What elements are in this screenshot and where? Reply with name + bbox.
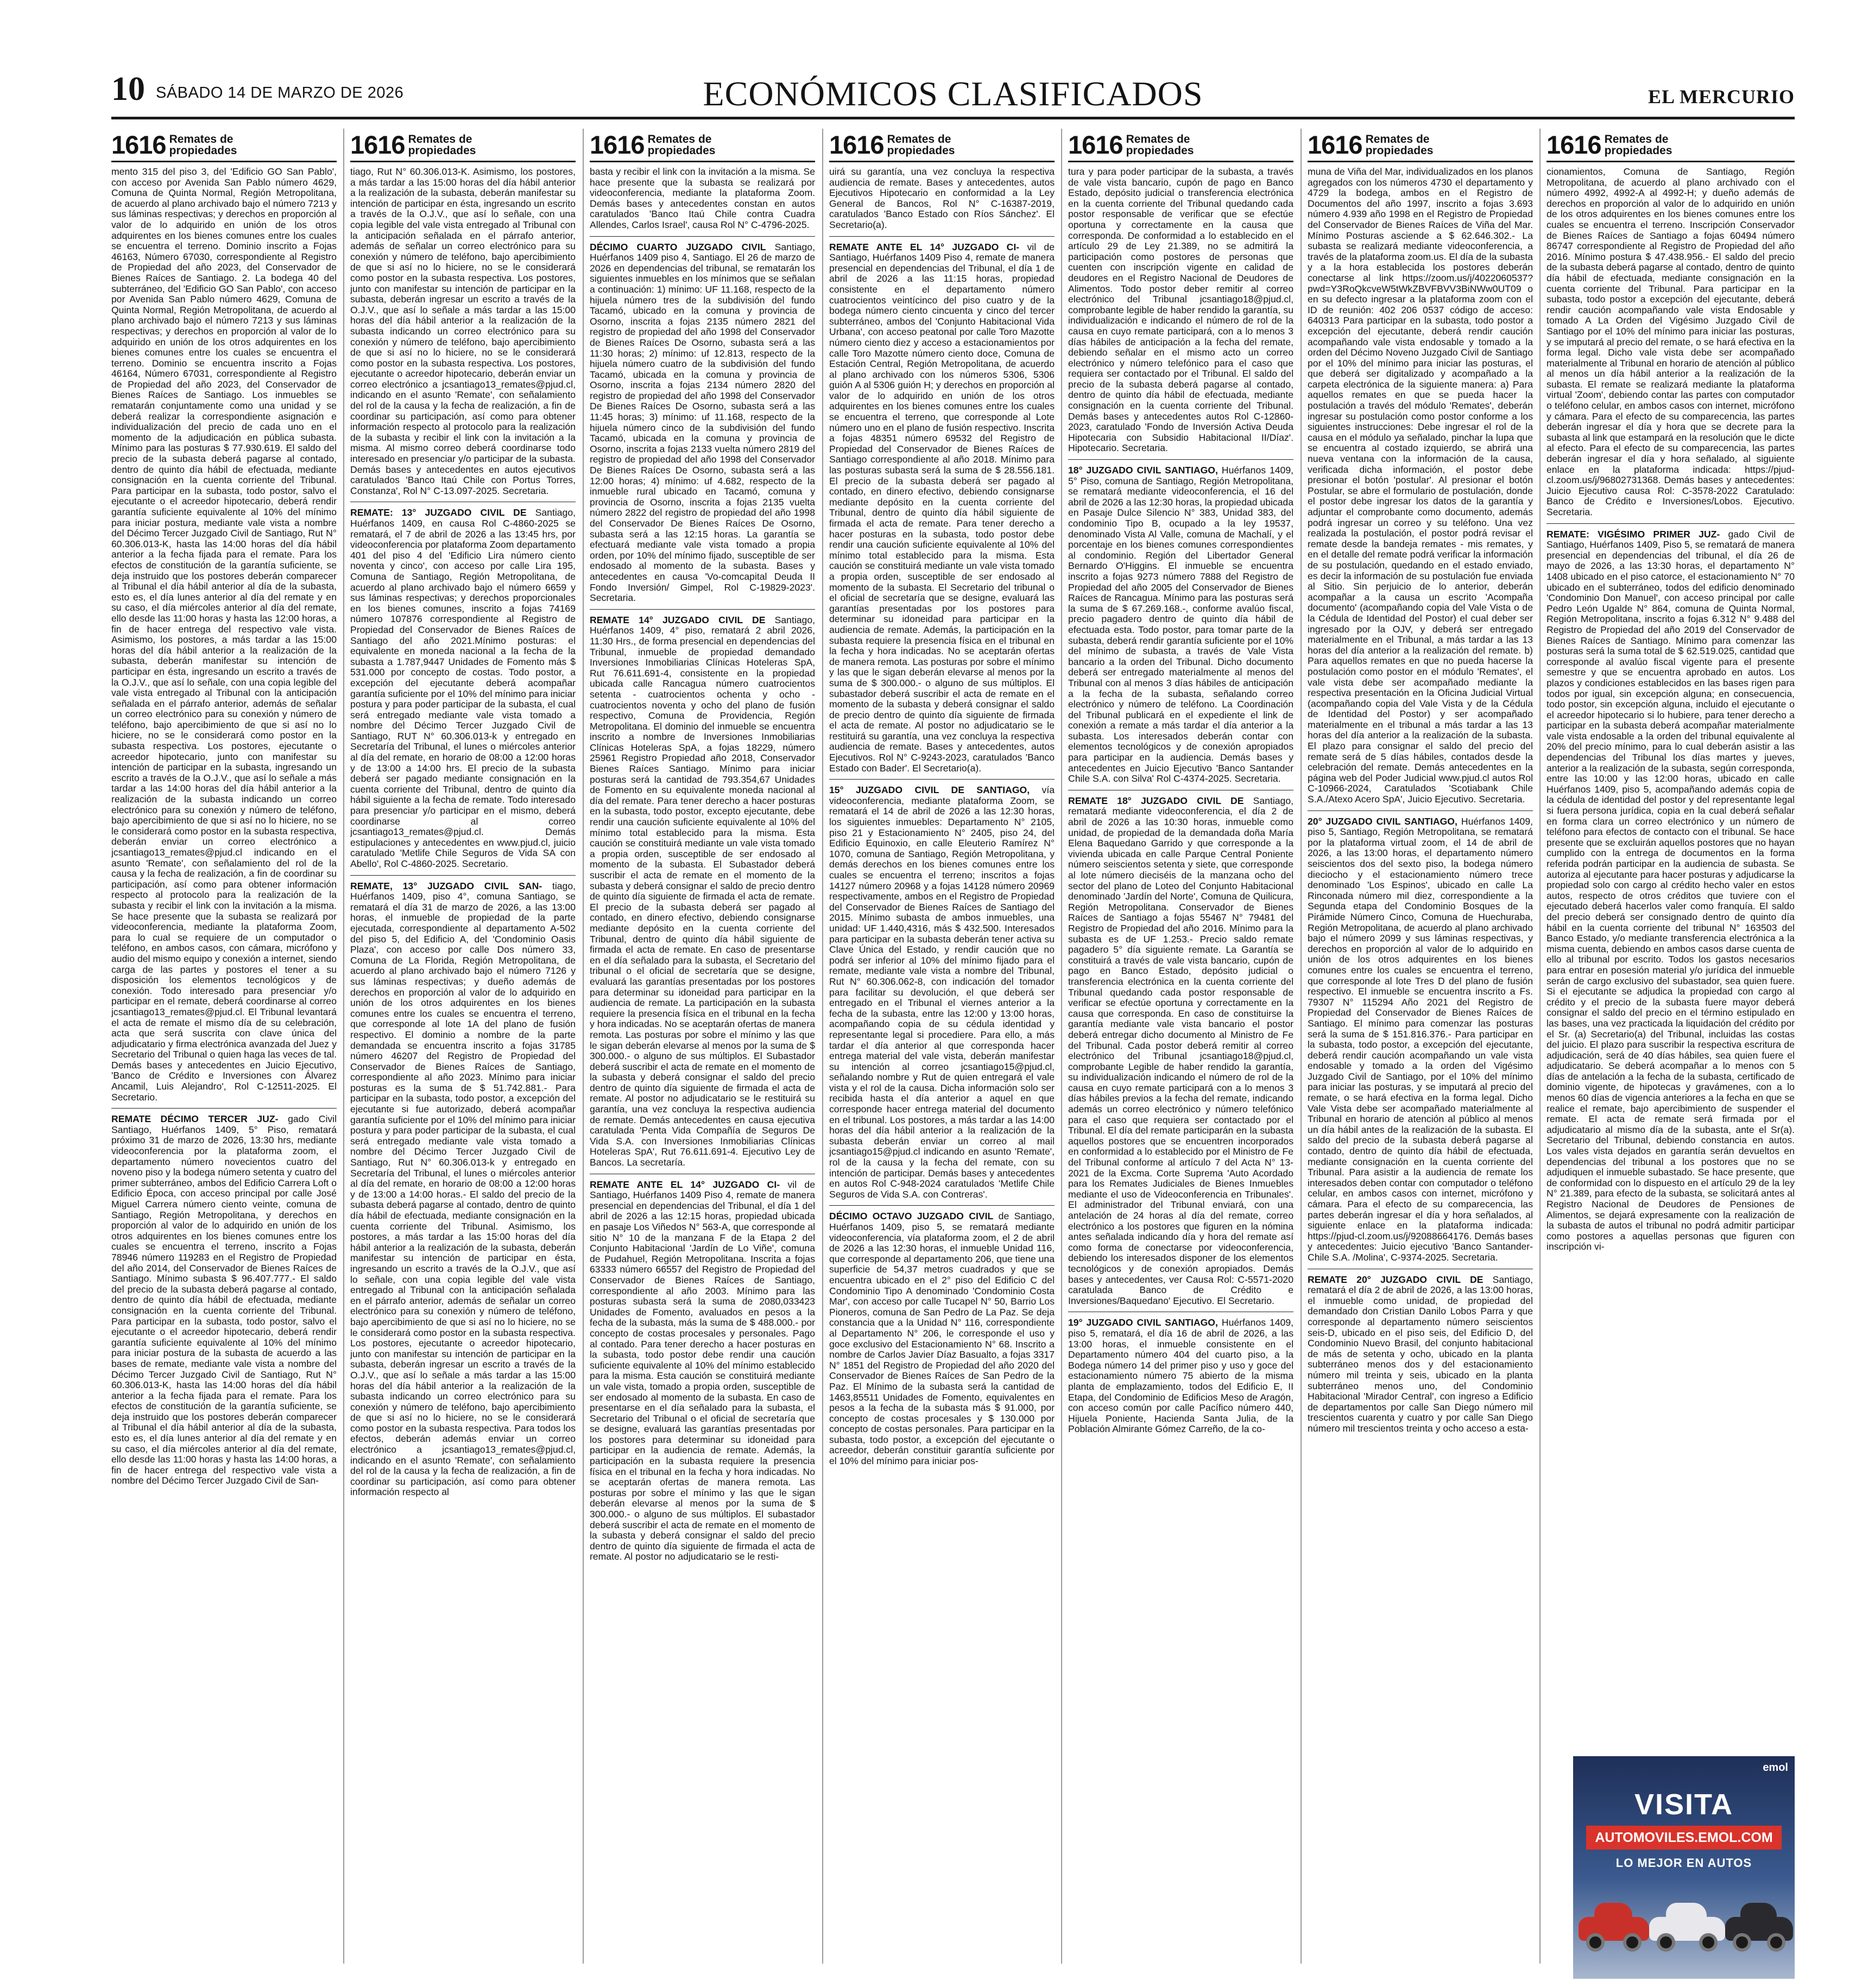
notice-text: uirá su garantía, una vez concluya la respectiva audiencia de remate. Bases y antecedentes, autos Ejecutivos Hipotecario en conformidad a la Ley General de Bancos, Rol N° C-16387-2019, caratulados 'Banco Estado con Ríos Sánchez'. El Secretario(a). — [829, 166, 1055, 230]
masthead — [111, 68, 1795, 118]
notice-text: vía videoconferencia, mediante plataforma Zoom, se rematará el 14 de abril de 2026 a las 12:30 horas, los siguientes inmuebles: Departamento N° 2105, piso 21 y Estacionamiento N° 2405, piso 24, del Edificio Equinoxio, en calle Eleuterio Ramírez N° 1070, comuna de Santiago, Región Metropolitana, y demás derechos en los bienes comunes entre los cuales se encuentra el terreno; inscritos a fojas 14127 número 20968 y a fojas 14128 número 20969 respectivamente, ambos en el Registro de Propiedad del Conservador de Bienes Raíces de Santiago del 2015. Mínimo subasta de ambos inmuebles, una unidad: UF 1.440,4316, más $ 432.500. Interesados para participar en la subasta deberán tener activa su Clave Única del Estado, y rendir caución que no podrá ser inferior al 10% del mínimo fijado para el remate, mediante vale vista a nombre del Tribunal, Rut N° 60.306.062-8, con indicación del tomador para facilitar su devolución, el que deberá ser entregado en el Tribunal el viernes anterior a la fecha de la subasta, entre las 12:00 y 13:00 horas, acompañando copia de su cédula identidad y representante legal si procediere. Para ello, a más tardar el día anterior al que corresponda hacer entrega material del vale vista, deberán manifestar su intención al correo jcsantiago15@pjud.cl, señalando nombre y Rut de quien entregará el vale vista y el rol de la causa. Dicha información solo ser recibida hasta el día anterior a aquel en que corresponde hacer entrega material del documento en el tribunal. Los postores, a más tardar a las 14:00 horas del día hábil anterior a la realización de la subasta deberán enviar un correo al mail jcsantiago15@pjud.cl indicando en asunto 'Remate', rol de la causa y la fecha del remate, con su intención de participar. Demás bases y antecedentes en autos Rol C-948-2024 caratulados 'Metlife Chile Seguros de Vida S.A. con Contreras'. — [829, 784, 1055, 1200]
notice-text: de Santiago, Huérfanos 1409, piso 5, se rematará mediante videoconferencia, vía plataforma zoom, el 2 de abril de 2026 a las 12:30 horas, el inmueble Unidad 116, que corresponde al departamento 206, que tiene una superficie de 54,37 metros cuadrados y que se encuentra ubicado en el 2° piso del Edificio C del Condominio Tipo A denominado 'Condominio Costa Mar', con acceso por calle Tucapel N° 50, Barrio Los Pioneros, comuna de San Pedro de La Paz. Se deja constancia que a la Unidad N° 116, correspondiente al Departamento N° 206, le corresponde el uso y goce exclusivo del Estacionamiento N° 68. Inscrito a nombre de Carlos Javier Díaz Basualto, a fojas 3317 N° 1851 del Registro de Propiedad del año 2020 del Conservador de Bienes Raíces de San Pedro de la Paz. El Mínimo de la subasta será la cantidad de 1463,85511 Unidades de Fomento, equivalentes en pesos a la fecha de la subasta más $ 91.000, por concepto de costas procesales y $ 130.000 por concepto de costas personales. Para participar en la subasta, todo postor, a excepción del ejecutante o acreedor, deberán constituir garantía suficiente por el 10% del mínimo para iniciar pos- — [829, 1211, 1055, 1467]
category-number: 1616 — [1547, 130, 1601, 159]
notice-heading: REMATE ANTE EL 14° JUZGADO CI- — [590, 1179, 780, 1190]
notice-text: mento 315 del piso 3, del 'Edificio GO San Pablo', con acceso por Avenida San Pablo número 4629, Comuna de Quinta Normal, Región Metropolitana, de acuerdo al plano archivado bajo el número 7213 y sus láminas respectivas; y derechos en proporción al valor de lo adquirido en unión de los otros adquirentes en los bienes comunes entre los cuales se encuentra el terreno. Dominio inscrito a Fojas 46163, Número 67030, correspondiente al Registro de Propiedad del año 2023, del Conservador de Bienes Raíces de Santiago. 2. La bodega 40 del subterráneo, del 'Edificio GO San Pablo', con acceso por Avenida San Pablo número 4629, Comuna de Quinta Normal, Región Metropolitana, de acuerdo al plano archivado bajo el número 7213 y sus láminas respectivas; y derechos en proporción al valor de lo adquirido en unión de los otros adquirentes en los bienes comunes entre los cuales se encuentra el terreno. Dominio se encuentra inscrito a Fojas 46164, Número 67031, correspondiente al Registro de Propiedad del año 2023, del Conservador de Bienes Raíces de Santiago. Los inmuebles se rematarán conjuntamente como una unidad y se deberá realizar la correspondiente asignación e individualización del precio de cada uno en el momento de la adjudicación en pública subasta. Mínimo para las posturas $ 77.930.619. El saldo del precio de la subasta deberá pagarse al contado, dentro de quinto día hábil de efectuada, mediante consignación en la cuenta corriente del Tribunal. Para participar en la subasta, todo postor, salvo el ejecutante o el acreedor hipotecario, deberá rendir garantía suficiente equivalente al 10% del mínimo para iniciar postura, mediante vale vista a nombre del Décimo Tercer Juzgado Civil de Santiago, Rut N° 60.306.013-K, hasta las 14:00 horas del día hábil anterior a la fecha fijada para el remate. Para los efectos de constitución de la garantía suficiente, se deja instruido que los postores deberán comparecer al Tribunal el día hábil anterior al día de la subasta, esto es, el día lunes anterior al día del remate y en su caso, el día miércoles anterior al día del remate, ello desde las 11:00 horas y hasta las 12:00 horas, a fin de hacer entrega del respectivo vale vista. Asimismo, los postores, a más tardar a las 15:00 horas del día hábil anterior a la realización de la subasta, deberán manifestar su intención de participar en ésta, ingresando un escrito a través de la O.J.V., que así lo señale, con una copia legible del vale vista entregado al Tribunal con la anticipación señalada en el párrafo anterior, además de señalar un correo electrónico para su conexión y número de teléfono, bajo apercibimiento de que si así no lo hiciere, no se le considerará como postor en la subasta respectiva. Los postores, ejecutante o acreedor hipotecario, junto con manifestar su intención de participar en la subasta, ingresando un escrito a través de la O.J.V., que así lo señale a más tardar a las 14:00 horas del día hábil anterior a la realización de la subasta indicando un correo electrónico para su conexión y número de teléfono, bajo apercibimiento de que si así no lo hiciere, no se le considerará como postor en la subasta respectiva, deberán enviar un correo electrónico a jcsantiago13_remates@pjud.cl indicando en el asunto 'Remate', con señalamiento del rol de la causa y la fecha de realización, a fin de coordinar su participación, así como para obtener información respecto al protocolo para la realización de la subasta y recibir el link con la invitación a la misma. Se hace presente que la subasta se realizará por videoconferencia, mediante la plataforma Zoom, para lo cual se requiere de un computador o teléfono, en ambos casos, con cámara, micrófono y audio del mismo equipo y conexión a internet, siendo carga de las partes y postores el tener a su disposición los elementos tecnológicos y de conexión. Todo interesado para presenciar y/o participar en el remate, deberá coordinarse al correo jcsantiago13_remates@pjud.cl. El Tribunal levantará el acta de remate el mismo día de su celebración, acta que será suscrita con clave única del adjudicatario y firma electrónica avanzada del Juez y Secretario del Tribunal o quien haga las veces de tal. Demás bases y antecedentes en Juicio Ejecutivo, 'Banco de Crédito e Inversiones con Álvarez Ancamil, Luis Alejandro', Rol C-12511-2025. El Secretario. — [111, 166, 337, 1103]
ad-logo: emol — [1763, 1762, 1788, 1774]
auction-notice — [1547, 529, 1795, 1252]
column-body — [1547, 162, 1795, 1252]
auction-notice — [350, 167, 576, 496]
notice-text: tura y para poder participar de la subasta, a través de vale vista bancario, cupón de pago en Banco Estado, depósito judicial o transferencia electrónica en la cuenta corriente del Tribunal quedando cada postor responsable de verificar que se efectúe oportuna y correctamente en la causa que corresponda. De conformidad a lo establecido en el artículo 29 de Ley 21.389, no se admitirá la participación como postores de personas que cuenten con inscripción vigente en calidad de deudores en el Registro Nacional de Deudores de Alimentos. Todo postor deber remitir al correo electrónico del Tribunal jcsantiago18@pjud.cl, comprobante legible de haber rendido la garantía, su individualización e indicando el número de rol de la causa en cuyo remate participará, con a lo menos 3 días hábiles de anticipación a la fecha del remate, debiendo señalar en el mismo acto un correo electrónico y número telefónico para el caso que requiera ser contactado por el Tribunal. El saldo del precio de la subasta deberá pagarse al contado, dentro de quinto día hábil de efectuada, mediante consignación en la cuenta corriente del Tribunal. Demás bases y antecedentes autos Rol C-12860-2023, caratulado 'Fondo de Inversión Activa Deuda Hipotecaria con Subsidio Habitacional II/Díaz'. Hipotecario. Secretaria. — [1068, 166, 1293, 454]
auction-notice — [1308, 167, 1533, 805]
column-body — [350, 162, 576, 1498]
notice-heading: REMATE 18° JUZGADO CIVIL DE — [1068, 795, 1244, 806]
auction-notice — [111, 1114, 337, 1486]
auction-notice — [590, 1180, 815, 1562]
auction-notice — [1068, 167, 1293, 454]
ad-tagline: LO MEJOR EN AUTOS — [1615, 1856, 1752, 1870]
auction-notice — [1308, 816, 1533, 1263]
category-name: Remates de propiedades — [1126, 133, 1194, 157]
ad-headline: VISITA — [1634, 1788, 1733, 1821]
category-header — [829, 129, 1055, 162]
notice-text: Huérfanos 1409, 5° Piso, comuna de Santiago, Región Metropolitana, se rematará mediante videoconferencia, el 16 del abril de 2026 a las 12:30 horas, la propiedad ubicada en Pasaje Dulce Silencio N° 383, Unidad 383, del condominio Tipo B, ocupado a la ley 19537, denominado Vista Al Valle, comuna de Machalí, y el porcentaje en los bienes comunes correspondientes al condominio. Región del Libertador General Bernardo O'Higgins. El inmueble se encuentra inscrito a fojas 9273 número 7888 del Registro de Propiedad del año 2005 del Conservador de Bienes Raíces de Rancagua. Mínimo para las posturas será la suma de $ 67.269.168.-, conforme avalúo fiscal, precio pagadero dentro de quinto día hábil de efectuada esta. Todo postor, para tomar parte de la subasta, deberá rendir garantía suficiente por el 10% del mínimo de subasta, a través de Vale Vista bancario a la orden del Tribunal. Dicho documento deberá ser entregado materialmente al menos del Tribunal con al menos 3 días hábiles de anticipación a la fecha de la subasta, señalando correo electrónico y número de teléfono. La Coordinación del Tribunal publicará en el expediente el link de conexión a remate a más tardar el día anterior a la subasta. Los interesados deberán contar con elementos tecnológicos y de conexión apropiados para participar en la audiencia. Demás bases y antecedentes en Juicio Ejecutivo 'Banco Santander Chile S.A. con Silva' Rol C-4374-2025. Secretaria. — [1068, 465, 1293, 784]
auction-notice — [1068, 796, 1293, 1307]
column-body — [829, 162, 1055, 1467]
auction-notice — [350, 881, 576, 1498]
classified-column — [1547, 129, 1795, 1749]
classified-column — [111, 129, 337, 1974]
category-number: 1616 — [350, 130, 405, 159]
notice-heading: 18° JUZGADO CIVIL SANTIAGO, — [1068, 465, 1218, 476]
car-icon — [1725, 1903, 1793, 1952]
auction-notice — [829, 167, 1055, 231]
notice-text: Santiago, Huérfanos 1409 piso 4, Santiago. El 26 de marzo de 2026 en dependencias del tribunal, se rematarán los siguientes inmuebles en los mínimos que se señalan a continuación: 1) mínimo: UF 11.168, respecto de la hijuela número tres de la subdivisión del fundo Tacamó, ubicado en la comuna y provincia de Osorno, inscrita a fojas 2135 número 2821 del registro de propiedad del año 1998 del Conservador de Bienes Raíces De Osorno, subasta será a las 11:30 horas; 2) mínimo: uf 12.813, respecto de la hijuela número cuatro de la subdivisión del fundo Tacamó, ubicada en la comuna y provincia de Osorno, inscrita a fojas 2134 número 2820 del registro de propiedad del año 1998 del Conservador De Bienes Raíces De Osorno, subasta será a las 11:45 horas; 3) mínimo: uf 11.168, respecto de la hijuela número cinco de la subdivisión del fundo Tacamó, ubicada en la comuna y provincia de Osorno, inscrita a fojas 2133 vuelta número 2819 del registro de propiedad del año 1998 del Conservador De Bienes Raíces De Osorno, subasta será a las 12:00 horas; 4) mínimo: uf 4.682, respecto de la inmueble rural ubicado en Tacamó, comuna y provincia de Osorno, inscrita a fojas 2135 vuelta número 2822 del registro de propiedad del año 1998 del Conservador De Bienes Raíces De Osorno, subasta será a las 12:15 horas. La garantía se efectuará mediante vale vista tomado a propia orden, por 10% del mínimo fijado, susceptible de ser endosado al momento de la subasta. Bases y antecedentes en causa 'Vo-comcapital Deuda II Fondo Inversión/ Gimpel, Rol C-19829-2023'. Secretaria. — [590, 241, 815, 604]
notice-separator — [829, 1205, 1055, 1206]
category-name: Remates de propiedades — [1365, 133, 1434, 157]
notice-text: Santiago, Huérfanos 1409, 4° piso, rematará 2 abril 2026, 11:30 Hrs., de forma presencial en dependencias del Tribunal, inmueble de propiedad demandado Inversiones Inmobiliarias Clínicas Hoteleras SpA, Rut 76.611.691-4, consistente en la propiedad ubicada calle Rancagua número cuatrocientos setenta - cuatrocientos ochenta y ocho - cuatrocientos noventa y ocho del plano de fusión respectivo, Comuna de Providencia, Región Metropolitana. El dominio del inmueble se encuentra inscrito a nombre de Inversiones Inmobiliarias Clínicas Hoteleras SpA, a fojas 18229, número 25961 Registro Propiedad año 2018, Conservador Bienes Raíces Santiago. Mínimo para iniciar posturas será la cantidad de 793.354,67 Unidades de Fomento en su equivalente moneda nacional al día del remate. Para tener derecho a hacer posturas en la subasta, todo postor, excepto ejecutante, debe rendir una caución suficiente equivalente al 10% del mínimo total establecido para la misma. Esta caución se constituirá mediante un vale vista tomado a propia orden, susceptible de ser endosado al momento de la subasta. El Subastador deberá suscribir el acta de remate en el momento de la subasta y deberá consignar el saldo de precio dentro de quinto día siguiente de firmada el acta de remate. El precio de la subasta deberá ser pagado al contado, en dinero efectivo, debiendo consignarse mediante depósito en la cuenta corriente del Tribunal, dentro de quinto día hábil siguiente de firmada el acta de remate. En caso de presentarse en el día señalado para la subasta, el Secretario del tribunal o el oficial de secretaría que se designe, evaluará las garantías presentadas por los postores para determinar su idoneidad para participar en la audiencia de remate. La participación en la subasta requiere la presencia física en el tribunal en la fecha y hora indicadas. No se aceptarán ofertas de manera remota. Las posturas por sobre el mínimo y las que le sigan deberán elevarse al menos por la suma de $ 300.000.- o alguno de sus múltiplos. El Subastador deberá suscribir el acta de remate en el momento de la subasta y deberá consignar el saldo del precio dentro de quinto día siguiente de firmada el acta de remate. Al postor no adjudicatario se le restituirá su garantía, una vez concluya la respectiva audiencia de remate. Demás antecedentes en causa ejecutiva caratulada 'Penta Vida Compañía de Seguros De Vida S.A. con Inversiones Inmobiliarias Clínicas Hoteleras SpA', Rut 76.611.691-4. Ejecutivo Ley de Bancos. La secretaría. — [590, 614, 815, 1168]
auction-notice — [829, 242, 1055, 774]
column-divider — [1539, 129, 1541, 1964]
newspaper-name: EL MERCURIO — [1648, 86, 1795, 107]
notice-separator — [829, 779, 1055, 780]
notice-text: Santiago, Huérfanos 1409, en causa Rol C-4860-2025 se rematará, el 7 de abril de 2026 a las 13:45 hrs, por videoconferencia por plataforma Zoom departamento 401 del piso 4 del 'Edificio Lira número ciento noventa y cinco', con acceso por calle Lira 195, Comuna de Santiago, Región Metropolitana, de acuerdo al plano archivado bajo el número 6659 y sus láminas respectivas; y derechos proporcionales en los bienes comunes, inscrito a fojas 74169 número 107876 correspondiente al Registro de Propiedad del Conservador de Bienes Raíces de Santiago del año 2021.Mínimo posturas: el equivalente en moneda nacional a la fecha de la subasta a 1.787,9447 Unidades de Fomento más $ 531.000 por concepto de costas. Todo postor, a excepción del ejecutante deberá acompañar garantía suficiente por el 10% del mínimo para iniciar postura y para poder participar de la subasta, el cual será entregado mediante vale vista tomado a nombre del Décimo Tercer Juzgado Civil de Santiago, RUT N° 60.306.013-k y entregado en Secretaría del Tribunal, el lunes o miércoles anterior al día del remate, en horario de 08:00 a 12:00 horas y de 13:00 a 14:00 hrs. El precio de la subasta deberá ser pagado mediante consignación en la cuenta corriente del Tribunal, dentro de quinto día hábil siguiente a la fecha de remate. Todo interesado para presenciar y/o participar en el mismo, deberá coordinarse al correo jcsantiago13_remates@pjud.cl. Demás estipulaciones y antecedentes en www.pjud.cl, juicio caratulado 'Metlife Chile Seguros de Vida SA con Abello', Rol C-4860-2025. Secretario. — [350, 507, 576, 869]
car-icon — [1649, 1903, 1725, 1952]
notice-heading: DÉCIMO CUARTO JUZGADO CIVIL — [590, 241, 766, 252]
notice-text: Huérfanos 1409, piso 5, Santiago, Región Metropolitana, se rematará por la plataforma virtual zoom, el 14 de abril de 2026, a las 13:00 horas, el departamento número seiscientos dos del sexto piso, la bodega número dieciocho y el estacionamiento número trece denominado 'Los Espinos', ubicado en calle La Rinconada número mil diez, correspondiente a la Segunda etapa del Condominio Bosques de la Pirámide Número Cinco, Comuna de Huechuraba, Región Metropolitana, de acuerdo al plano archivado bajo el número 2099 y sus láminas respectivas, y derechos en proporción al valor de lo adquirido en unión de los otros adquirentes en los bienes comunes entre los cuales se encuentra el terreno, que corresponde al lote Tres D del plano de fusión respectivo. El inmueble se encuentra inscrito a Fs. 79307 N° 115294 Año 2021 del Registro de Propiedad del Conservador de Bienes Raíces de Santiago. El mínimo para comenzar las posturas será la suma de $ 151.816.376.- Para participar en la subasta, todo postor, a excepción del ejecutante, deberá rendir caución acompañando un vale vista endosable y tomado a la orden del Vigésimo Juzgado Civil de Santiago, por el 10% del mínimo para iniciar las posturas, y se imputará al precio del remate, o se hará efectiva en la forma legal. Dicho Vale Vista debe ser acompañado materialmente al Tribunal en horario de atención al público al menos un día hábil antes de la realización de la subasta. El saldo del precio de la subasta deberá pagarse al contado, dentro de quinto día hábil de efectuada, mediante consignación en la cuenta corriente del Tribunal. Para asistir a la audiencia de remate los interesados deben contar con computador o teléfono celular, en ambos casos con internet, micrófono y cámara. Para el efecto de su comparecencia, las partes deberán ingresar el día y hora señalados, al siguiente enlace en la plataforma indicada: https://pjud-cl.zoom.us/j/92088664176. Demás bases y antecedentes: Juicio ejecutivo 'Banco Santander- Chile S.A. /Molina', C-9374-2025. Secretaria. — [1308, 815, 1533, 1263]
auction-notice — [1547, 167, 1795, 518]
notice-heading: REMATE: VIGÉSIMO PRIMER JUZ- — [1547, 528, 1720, 540]
notice-heading: DÉCIMO OCTAVO JUZGADO CIVIL — [829, 1211, 994, 1222]
category-header — [590, 129, 815, 162]
category-header — [1547, 129, 1795, 162]
notice-heading: 15° JUZGADO CIVIL DE SANTIAGO, — [829, 784, 1030, 796]
category-number: 1616 — [590, 130, 645, 159]
notice-heading: 20° JUZGADO CIVIL SANTIAGO, — [1308, 815, 1457, 827]
column-divider — [583, 129, 584, 1964]
category-header — [111, 129, 337, 162]
ad-url[interactable]: AUTOMOVILES.EMOL.COM — [1586, 1826, 1782, 1850]
car-icon — [1579, 1903, 1649, 1952]
column-body — [111, 162, 337, 1486]
page-number: 10 — [111, 71, 145, 107]
notice-text: vil de Santiago, Huérfanos 1409 Piso 4, remate de manera presencial en dependencias del Tribunal, el día 1 de abril de 2026 a las 11:15 horas, propiedad consistente en el departamento número cuatrocientos veintícinco del piso cuatro y de la bodega número ciento cincuenta y cinco del tercer subterráneo, ambos del 'Conjunto Habitacional Vida Urbana', con acceso peatonal por calle Toro Mazotte número ciento diez y acceso a estacionamientos por calle Toro Mazotte número ciento doce, Comuna de Estación Central, Región Metropolitana, de acuerdo al plano archivado con los números 5306, 5306 guión A al 5306 guión H; y derechos en proporción al valor de lo adquirido en unión de los otros adquirentes en los bienes comunes entre los cuales se encuentra el terreno, que corresponde al Lote número uno en el plano de fusión respectivo. Inscrita a fojas 48351 número 69532 del Registro de Propiedad del Conservador de Bienes Raíces de Santiago correspondiente al año 2018. Mínimo para las posturas subasta será la suma de $ 28.556.181. El precio de la subasta deberá ser pagado al contado, en dinero efectivo, debiendo consignarse mediante depósito en la cuenta corriente del Tribunal, dentro de quinto día hábil siguiente de firmada el acta de remate. Para tener derecho a hacer posturas en la subasta, todo postor debe rendir una caución suficiente equivalente al 10% del mínimo total establecido para la misma. Esta caución se constituirá mediante un vale vista tomado a propia orden, susceptible de ser endosado al momento de la subasta. El Secretario del tribunal o el oficial de secretaría que se designe, evaluará las garantías presentadas por los postores para determinar su idoneidad para participar en la audiencia de remate. Además, la participación en la subasta requiere la presencia física en el tribunal en la fecha y hora indicadas. No se aceptarán ofertas de manera remota. Las posturas por sobre el mínimo y las que le sigan deberán elevarse al menos por la suma de $ 300.000.- o alguno de sus múltiplos. El subastador deberá suscribir el acta de remate en el momento de la subasta y deberá consignar el saldo de precio dentro de quinto día siguiente de firmada el acta de remate. Al postor no adjudicatario se le restituirá su garantía, una vez concluya la respectiva audiencia de remate. Bases y antecedentes, autos Ejecutivos. Rol N° C-9243-2023, caratulados 'Banco Estado con Bader'. El Secretario(a). — [829, 241, 1055, 774]
classified-column — [1068, 129, 1293, 1974]
notice-text: tiago, Huérfanos 1409, piso 4°, comuna Santiago, se rematará el día 31 de marzo de 2026, a las 13:00 horas, el inmueble de propiedad de la parte ejecutada, correspondiente al departamento A-502 del piso 5, del Edificio A, del 'Condominio Oasis Plaza', con acceso por calle Dos número 33, Comuna de La Florida, Región Metropolitana, de acuerdo al plano archivado bajo el número 7126 y sus láminas respectivas; y dueño además de derechos en proporción al valor de lo adquirido en unión de los otros adquirentes en los bienes comunes entre los cuales se encuentra el terreno, que corresponde al lote 1A del plano de fusión respectivo. El dominio a nombre de la parte demandada se encuentra inscrito a fojas 31785 número 46207 del Registro de Propiedad del Conservador de Bienes Raíces de Santiago, correspondiente al año 2023. Mínimo para iniciar posturas es la suma de $ 51.742.881.- Para participar en la subasta, todo postor, a excepción del ejecutante si fue autorizado, deberá acompañar garantía suficiente por el 10% del mínimo para iniciar postura y para poder participar de la subasta, el cual será entregado mediante vale vista tomado a nombre del Décimo Tercer Juzgado Civil de Santiago, Rut N° 60.306.013-k y entregado en Secretaría del Tribunal, el lunes o miércoles anterior al día del remate, en horario de 08:00 a 12:00 horas y de 13:00 a 14:00 horas.- El saldo del precio de la subasta deberá pagarse al contado, dentro de quinto día hábil de efectuada, mediante consignación en la cuenta corriente del Tribunal. Asimismo, los postores, a más tardar a las 15:00 horas del día hábil anterior a la realización de la subasta, deberán manifestar su intención de participar en ésta, ingresando un escrito a través de la O.J.V., que así lo señale, con una copia legible del vale vista entregado al Tribunal con la anticipación señalada en el párrafo anterior, además de señalar un correo electrónico para su conexión y número de teléfono, bajo apercibimiento de que si así no lo hiciere, no se le considerará como postor en la subasta respectiva. Los postores, ejecutante o acreedor hipotecario, junto con manifestar su intención de participar en la subasta, deberán ingresar un escrito a través de la O.J.V., que así lo señale a más tardar a las 15:00 horas del día hábil anterior a la realización de la subasta indicando un correo electrónico para su conexión y número de teléfono, bajo apercibimiento de que si así no lo hiciere, no se le considerará como postor en la subasta respectiva. Para todos los efectos, deberán además enviar un correo electrónico a jcsantiago13_remates@pjud.cl, indicando en el asunto 'Remate', con señalamiento del rol de la causa y la fecha de realización, a fin de coordinar su participación, así como para obtener información respecto al — [350, 880, 576, 1498]
section-title: ECONÓMICOS CLASIFICADOS — [703, 74, 1203, 113]
classified-column — [829, 129, 1055, 1974]
classified-column — [1308, 129, 1533, 1974]
notice-heading: REMATE ANTE EL 14° JUZGADO CI- — [829, 241, 1020, 252]
auction-notice — [1308, 1275, 1533, 1434]
category-name: Remates de propiedades — [887, 133, 955, 157]
auction-notice — [590, 242, 815, 604]
auction-notice — [350, 508, 576, 869]
notice-separator — [829, 236, 1055, 237]
category-number: 1616 — [1068, 130, 1123, 159]
notice-text: cionamientos, Comuna de Santiago, Región Metropolitana, de acuerdo al plano archivado con el número 4992, 4992-A al 4992-H; y dueño además de derechos en proporción al valor de lo adquirido en unión de los otros adquirentes en los bienes comunes entre los cuales se encuentra el terreno. Inscripción Conservador de Bienes Raíces de Santiago a fojas 60494 número 86747 correspondiente al Registro de Propiedad del año 2016. Mínimo postura $ 47.438.956.- El saldo del precio de la subasta deberá pagarse al contado, dentro de quinto día hábil de efectuada, mediante consignación en la cuenta corriente del Tribunal. Para participar en la subasta, todo postor a excepción del ejecutante, deberá rendir caución acompañando vale vista Endosable y tomado A La Orden del Vigésimo Juzgado Civil de Santiago por el 10% del mínimo para iniciar las posturas, y se imputará al precio del remate, o se hará efectiva en la forma legal. Dicho vale vista debe ser acompañado materialmente al Tribunal en horario de atención al público al menos un día hábil anterior a la realización de la subasta. El remate se realizará mediante la plataforma virtual 'Zoom', debiendo contar las partes con computador o teléfono celular, en ambos casos con internet, micrófono y cámara. Para el efecto de su comparecencia, las partes deberán ingresar el día y hora que se decrete para la subasta al link que estampará en la resolución que le dicte al efecto. Para el efecto de su comparecencia, las partes deberán ingresar el día y hora señalado, al siguiente enlace en la plataforma indicada: https://pjud-cl.zoom.us/j/96802731368. Demás bases y antecedentes: Juicio Ejecutivo causa Rol: C-3578-2022 Caratulado: Banco de Crédito e Inversiones/Lobos. Ejecutivo. Secretaria. — [1547, 166, 1795, 517]
auction-notice — [829, 785, 1055, 1200]
notice-text: tiago, Rut N° 60.306.013-K. Asimismo, los postores, a más tardar a las 15:00 horas del día hábil anterior a la realización de la subasta, deberán manifestar su intención de participar en ésta, ingresando un escrito a través de la O.J.V., que así lo señale, con una copia legible del vale vista entregado al Tribunal con la anticipación señalada en el párrafo anterior, además de señalar un correo electrónico para su conexión y número de teléfono, bajo apercibimiento de que si así no lo hiciere, no se le considerará como postor en la subasta respectiva. Los postores, junto con manifestar su intención de participar en la subasta, deberán ingresar un escrito a través de la O.J.V., que así lo señale a más tardar a las 15:00 horas del día hábil anterior a la realización de la subasta indicando un correo electrónico para su conexión y número de teléfono, bajo apercibimiento de que si así no lo hiciere, no se le considerará como postor en la subasta respectiva. Los postores, ejecutante o acreedor hipotecario, deberán enviar un correo electrónico a jcsantiago13_remates@pjud.cl, indicando en el asunto 'Remate', con señalamiento del rol de la causa y la fecha de realización, a fin de coordinar su participación, así como para obtener información respecto al protocolo para la realización de la subasta y recibir el link con la invitación a la misma. Al mismo correo deberá coordinarse todo interesado en presenciar y/o participar de la subasta. Demás bases y antecedentes en autos ejecutivos caratulados 'Banco Itaú Chile con Portus Torres, Constanza', Rol N° C-13.097-2025. Secretaria. — [350, 166, 576, 496]
column-body — [1068, 162, 1293, 1435]
notice-separator — [590, 609, 815, 610]
notice-heading: REMATE DÉCIMO TERCER JUZ- — [111, 1113, 279, 1125]
notice-text: Huérfanos 1409, piso 5, rematará, el día 16 de abril de 2026, a las 13:00 horas, el inmueble consistente en el Departamento número 404 del cuarto piso, a la Bodega número 14 del primer piso y uso y goce del estacionamiento número 75 abierto de la misma planta de emplazamiento, todos del Edificio E, II Etapa, del Condominio de Edificios Meso de Aragón, con acceso común por calle Pacífico número 440, Hijuela Poniente, Hacienda Santa Julia, de la Población Almirante Gómez Carreño, de la co- — [1068, 1317, 1293, 1435]
notice-separator — [590, 236, 815, 237]
category-number: 1616 — [111, 130, 166, 159]
category-header — [350, 129, 576, 162]
notice-heading: REMATE 20° JUZGADO CIVIL DE — [1308, 1274, 1484, 1285]
notice-text: gado Civil Santiago, Huérfanos 1409, 5° Piso, rematará próximo 31 de marzo de 2026, 13:30 hrs, mediante videoconferencia por la plataforma zoom, el departamento número novecientos cuatro del noveno piso y la bodega número setenta y cuatro del primer subterráneo, ambos del Edificio Carrera Loft o Edificio Época, con acceso principal por calle José Miguel Carrera número ciento veinte, comuna de Santiago, Región Metropolitana, y derechos en proporción al valor de lo adquirido en unión de los otros adquirentes en los bienes comunes entre los cuales se encuentra el terreno, inscrito a Fojas 78946 número 119283 en el Registro de Propiedad del año 2014, del Conservador de Bienes Raíces de Santiago. Mínimo subasta $ 96.407.777.- El saldo del precio de la subasta deberá pagarse al contado, dentro de quinto día hábil de efectuada, mediante consignación en la cuenta corriente del Tribunal. Para participar en la subasta, todo postor, salvo el ejecutante o el acreedor hipotecario, deberá rendir garantía suficiente equivalente al 10% del mínimo para iniciar postura de la subasta de acuerdo a las bases de remate, mediante vale vista a nombre del Décimo Tercer Juzgado Civil de Santiago, Rut N° 60.306.013-K, hasta las 14:00 horas del día hábil anterior a la fecha fijada para el remate. Para los efectos de constitución de la garantía suficiente, se deja instruido que los postores deberán comparecer al Tribunal el día hábil anterior al día de la subasta, esto es, el día lunes anterior al día del remate y en su caso, el día miércoles anterior al día del remate, ello desde las 11:00 horas y hasta las 14:00 horas, a fin de hacer entrega del respectivo vale vista a nombre del Décimo Tercer Juzgado Civil de San- — [111, 1113, 337, 1486]
notice-heading: REMATE, 13° JUZGADO CIVIL SAN- — [350, 880, 542, 891]
column-divider — [1061, 129, 1062, 1964]
classified-column — [590, 129, 815, 1974]
column-divider — [822, 129, 823, 1964]
category-number: 1616 — [1308, 130, 1362, 159]
auction-notice — [590, 615, 815, 1168]
notice-text: gado Civil de Santiago, Huérfanos 1409, Piso 5, se rematará de manera presencial en dependencias del tribunal, el día 26 de mayo de 2026, a las 13:30 horas, el departamento N° 1408 ubicado en el piso catorce, el estacionamiento N° 70 ubicado en el subterráneo, todos del edificio denominado 'Condominio Don Manuel', con acceso principal por calle Pedro León Ugalde N° 864, comuna de Quinta Normal, Región Metropolitana, inscrito a fojas 6.312 N° 9.488 del Registro de Propiedad del año 2019 del Conservador de Bienes Raíces de Santiago. Mínimo para comenzar las posturas será la suma total de $ 62.519.025, cantidad que corresponde al avalúo fiscal vigente para el presente semestre y que se encuentra aprobado en autos. Los plazos y condiciones establecidos en las bases rigen para todos por igual, sin excepción alguna; en consecuencia, todo postor, sin excepción alguna, incluido el ejecutante o el acreedor hipotecario si lo hubiere, para tener derecho a participar en la subasta deberá acompañar materialmente vale vista endosable a la orden del tribunal equivalente al 20% del precio mínimo, para lo cual deberán asistir a las dependencias del Tribunal los días martes y jueves, anterior a la realización de la subasta, según corresponda, entre las 10:00 y las 12:00 horas, ubicado en calle Huérfanos 1409, piso 5, acompañando además copia de la cédula de identidad del postor y del representante legal si fuera persona jurídica, copia en la cual deberá señalar en forma clara un correo electrónico y un número de teléfono para efectos de contacto con el tribunal. Se hace presente que se excluirán aquellos postores que no hayan cumplido con la entrega de documentos en la forma referida podrán participar en la audiencia de subasta. Se autoriza al ejecutante para hacer posturas y adjudicarse la propiedad solo con cargo al crédito hecho valer en estos autos, respecto de otros créditos que tuviere con el ejecutado deberá hacerlos valer como franquía. El saldo del precio deberá ser consignado dentro de quinto día hábil en la cuenta corriente del tribunal N° 163503 del Banco Estado, y/o mediante transferencia electrónica a la misma cuenta, debiendo en ambos casos darse cuenta de ello al tribunal por escrito. Todos los gastos necesarios para entrar en posesión material y/o jurídica del inmueble serán de cargo exclusivo del subastador, sea quien fuere. Si el ejecutante se adjudica la propiedad con cargo al crédito y el precio de la subasta fuere mayor deberá consignar el saldo del precio en el término estipulado en las bases, una vez practicada la liquidación del crédito por el Sr. (a) Secretario(a) del Tribunal, incluidas las costas del juicio. El plazo para suscribir la respectiva escritura de adjudicación, será de 40 días hábiles, sea quien fuere el adjudicatario. Se deberá acompañar a lo menos con 5 días de antelación a la fecha de la subasta, certificado de dominio vigente, de hipotecas y gravámenes, con a lo menos 60 días de vigencia anteriores a la fecha en que se realice el remate, bajo apercibimiento de suspender el remate. El acta de remate será firmada por el adjudicatario al mismo día de la subasta, ante el Sr(a). Secretario del Tribunal, debiendo constancia en autos. Los vales vista dejados en garantía serán devueltos en dependencias del tribunal a los postores que no se adjudiquen el inmueble subastado. Se hace presente, que de conformidad con lo dispuesto en el artículo 29 de la ley N° 21.389, para efecto de la subasta, se solicitará antes al Registro Nacional de Deudores de Pensiones de Alimentos, se dejará expresamente con la realización de la subasta de autos el tribunal no podrá admitir participar como postores a aquellas personas que figuren con inscripción vi- — [1547, 528, 1795, 1252]
category-header — [1068, 129, 1293, 162]
advertisement[interactable] — [1573, 1756, 1795, 1979]
notice-text: Santiago, rematará mediante videoconferencia, el día 2 de abril de 2026 a las 10:30 horas, inmueble como unidad, de propiedad de la demandada doña María Elena Baquedano Garrido y que corresponde a la vivienda ubicada en calle Parque Central Poniente número seiscientos setenta y siete, que corresponde al lote número dieciséis de la manzana ocho del sector del plano de Loteo del Conjunto Habitacional denominado 'Jardín del Norte', Comuna de Quilicura, Región Metropolitana. Conservador de Bienes Raíces de Santiago a fojas 55467 N° 79481 del Registro de Propiedad del año 2016. Mínimo para la subasta es de UF 1.253.- Precio saldo remate pagadero 5° día siguiente remate. La Garantía se constituirá a través de vale vista bancario, cupón de pago en Banco Estado, depósito judicial o transferencia electrónica en la cuenta corriente del Tribunal quedando cada postor responsable de verificar se efectúe oportuna y correctamente en la causa que corresponda. En caso de constituirse la garantía mediante vale vista bancario el postor deberá entregar dicho documento al Ministro de Fe del Tribunal. Cada postor deberá remitir al correo electrónico del Tribunal jcsantiago18@pjud.cl, comprobante Legible de haber rendido la garantía, su individualización indicando el número de rol de la causa en cuyo remate participará con a lo menos 3 días hábiles previos a la fecha del remate, indicando además un correo electrónico y número telefónico para el caso que requiera ser contactado por el Tribunal. El día del remate participarán en la subasta aquellos postores que se encuentren incorporados en conformidad a lo establecido por el Ministro de Fe del Tribunal conforme al artículo 7 del Acta N° 13-2021 de la Excma. Corte Suprema 'Auto Acordado para los Remates Judiciales de Bienes Inmuebles mediante el uso de Videoconferencia en Tribunales'. El administrador del Tribunal enviará, con una antelación de 24 horas al día del remate, correo electrónico a los postores que figuren en la nómina antes señalada indicando día y hora del remate así como forma de conectarse por videoconferencia, debiendo los interesados disponer de los elementos tecnológicos y de conexión apropiados. Demás bases y antecedentes, ver Causa Rol: C-5571-2020 caratulada Banco de Crédito e Inversiones/Baquedano' Ejecutivo. El Secretario. — [1068, 795, 1293, 1306]
notice-text: Santiago, rematará el día 2 de abril de 2026, a las 13:00 horas, el inmueble como unidad, de propiedad del demandado don Cristian Danilo Lobos Parra y que corresponde al departamento número seiscientos seis-D, ubicado en el piso seis, del Edificio D, del Condominio Nuevo Brasil, del conjunto habitacional de más de setenta y ocho, ubicado en la planta subterráneo menos dos y del estacionamiento número mil treinta y seis, ubicado en la planta subterráneo menos uno, del Condominio Habitacional 'Mirador Central', con ingreso a Edificio de departamentos por calle San Diego número mil trescientos cuarenta y cuatro y por calle San Diego número mil trescientos treinta y ocho acceso a esta- — [1308, 1274, 1533, 1434]
category-name: Remates de propiedades — [1604, 133, 1672, 157]
column-divider — [1301, 129, 1302, 1964]
notice-separator — [350, 875, 576, 876]
newspaper-page — [111, 68, 1795, 1979]
category-name: Remates de propiedades — [647, 133, 716, 157]
auction-notice — [1068, 1318, 1293, 1435]
column-divider — [343, 129, 344, 1964]
notice-separator — [1068, 459, 1293, 460]
auction-notice — [590, 167, 815, 231]
column-body — [590, 162, 815, 1562]
classified-column — [350, 129, 576, 1974]
auction-notice — [1068, 465, 1293, 784]
notice-heading: 19° JUZGADO CIVIL SANTIAGO, — [1068, 1317, 1218, 1328]
notice-text: vil de Santiago, Huérfanos 1409 Piso 4, remate de manera presencial en dependencias del Tribunal, el día 1 del abril de 2026 a las 12:15 horas, propiedad ubicada en pasaje Los Viñedos N° 563-A, que corresponde al sitio N° 10 de la manzana F de la Etapa 2 del Conjunto Habitacional 'Jardín de Lo Viñe', comuna de Pudahuel, Región Metropolitana. Inscrita a fojas 63333 número 66557 del Registro de Propiedad del Conservador de Bienes Raíces de Santiago, correspondiente al año 2003. Mínimo para las posturas subasta será la suma de 2080,033423 Unidades de Fomento, avaluados en pesos a la fecha de la subasta, más la suma de $ 488.000.- por concepto de costas procesales y personales. Pago al contado. Para tener derecho a hacer posturas en la subasta, todo postor debe rendir una caución suficiente equivalente al 10% del mínimo establecido para la misma. Esta caución se constituirá mediante un vale vista, tomado a propia orden, susceptible de ser endosado al momento de la subasta. En caso de presentarse en el día señalado para la subasta, el Secretario del Tribunal o el oficial de secretaría que se designe, evaluará las garantías presentadas por los postores para determinar su idoneidad para participar en la audiencia de remate. Además, la participación en la subasta requiere la presencia física en el tribunal en la fecha y hora indicadas. No se aceptarán ofertas de manera remota. Las posturas por sobre el mínimo y las que le sigan deberán elevarse al menos por la suma de $ 300.000.- o alguno de sus múltiplos. El subastador deberá suscribir el acta de remate en el momento de la subasta y deberá consignar el saldo del precio dentro de quinto día siguiente de firmada el acta de remate. Al postor no adjudicatario se le resti- — [590, 1179, 815, 1562]
category-name: Remates de propiedades — [169, 133, 237, 157]
masthead-rule — [111, 117, 1795, 119]
notice-text: basta y recibir el link con la invitación a la misma. Se hace presente que la subasta se realizará por videoconferencia, mediante la plataforma Zoom. Demás bases y antecedentes constan en autos caratulados 'Banco Itaú Chile contra Cuadra Allendes, Carlos Israel', causa Rol N° C-4796-2025. — [590, 166, 815, 230]
notice-separator — [1547, 523, 1795, 524]
category-name: Remates de propiedades — [408, 133, 476, 157]
category-number: 1616 — [829, 130, 884, 159]
auction-notice — [829, 1211, 1055, 1466]
notice-heading: REMATE 14° JUZGADO CIVIL DE — [590, 614, 766, 625]
column-body — [1308, 162, 1533, 1434]
publication-date: SÁBADO 14 DE MARZO DE 2026 — [156, 84, 404, 102]
notice-text: muna de Viña del Mar, individualizados en los planos agregados con los números 4730 el departamento y 4729 la bodega, ambos en el Registro de Documentos del año 1997, inscrito a fojas 3.693 número 4.939 año 1998 en el Registro de Propiedad del Conservador de Bienes Raíces de Viña del Mar. Mínimo Posturas asciende a $ 62.646.302.- La subasta se realizará mediante videoconferencia, a través de la plataforma zoom.us. El día de la subasta y a la hora establecida los postores deberán conectarse al link https://zoom.us/j/4022060537?pwd=Y3RoQkcveW5tWkZBVFBVV3BiNWw0UT09 o en su defecto ingresar a la plataforma zoom con el ID de reunión: 402 206 0537 código de acceso: 640313 Para participar en la subasta, todo postor a excepción del ejecutante, deberá rendir caución acompañando vale vista endosable y tomado a la orden del Décimo Noveno Juzgado Civil de Santiago por el 10% del mínimo para iniciar las posturas, el que deberá ser digitalizado y acompañado a la carpeta electrónica de la siguiente manera: a) Para aquellos remates en que se pueda hacer la postulación a través del módulo 'Remates', deberán ingresar su postulación como postor conforme a los siguientes instrucciones: Debe ingresar el rol de la causa en el módulo ya señalado, pinchar la lupa que se encuentra al costado izquierdo, se abrirá una nueva ventana con la información de la causa, verificada dicha información, el postor debe presionar el botón 'postular'. Al presionar el botón Postular, se abre el formulario de postulación, donde el postor debe ingresar los datos de la garantía y adjuntar el comprobante como documento, además podrá ingresar un correo y su teléfono. Una vez realizada la postulación, el postor podrá revisar el remate desde la bandeja remates - mis remates, y en el detalle del remate podrá verificar la información de su postulación, quedando en el estado enviado, es decir la información de su postulación fue enviada al Sitio. Sin perjuicio de lo anterior, deberán acompañar a la causa un escrito 'Acompaña documento' (acompañando copia del Vale Vista o de la Cédula de Identidad del Postor) el cual deber ser ingresado por la OJV, y deberá ser entregado materialmente en el Tribunal, a más tardar a las 13 horas del día anterior a la realización del remate. b) Para aquellos remates en que no pueda hacerse la postulación como postor en el módulo 'Remates', el vale vista debe ser acompañado mediante la respectiva presentación en la Oficina Judicial Virtual (acompañando copia del Vale Vista y de la Cédula de Identidad del Postor) y ser acompañado materialmente en el tribunal a más tardar a las 13 horas del día anterior a la realización de la subasta. El plazo para consignar el saldo del precio del remate será de 5 días hábiles, contados desde la celebración del remate. Demás antecedentes en la página web del Poder Judicial www.pjud.cl autos Rol C-10966-2024, Caratulados 'Scotiabank Chile S.A./Atexo Acero SpA', Juicio Ejecutivo. Secretaria. — [1308, 166, 1533, 805]
auction-notice — [111, 167, 337, 1103]
category-header — [1308, 129, 1533, 162]
notice-heading: REMATE: 13° JUZGADO CIVIL DE — [350, 507, 527, 518]
notice-separator — [111, 1108, 337, 1109]
